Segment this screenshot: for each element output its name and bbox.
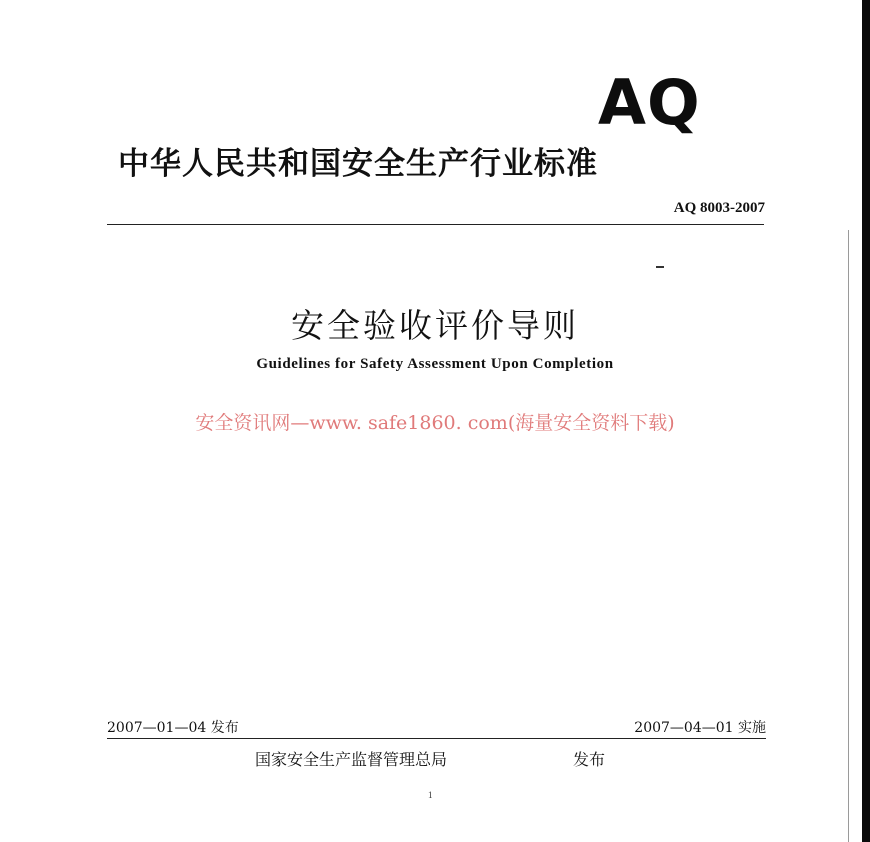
scan-speck — [656, 266, 664, 268]
effective-date: 2007—04—01 实施 — [634, 720, 766, 736]
footer-divider — [107, 738, 766, 739]
header-divider — [107, 224, 764, 225]
std-number: AQ 8003-2007 — [673, 200, 765, 216]
scan-edge-line — [848, 230, 849, 842]
issue-date: 2007—01—04 发布 — [107, 720, 239, 736]
document-title-en: Guidelines for Safety Assessment Upon Completion — [256, 356, 614, 372]
issuer-action: 发布 — [573, 750, 606, 769]
issuer-name: 国家安全生产监督管理总局 — [255, 750, 448, 769]
document-title-cn: 安全验收评价导则 — [291, 306, 579, 345]
scan-border-bar — [862, 0, 870, 842]
std-code-logo: AQ — [598, 66, 701, 139]
page-number: 1 — [428, 790, 433, 800]
std-category-title: 中华人民共和国安全生产行业标准 — [118, 146, 598, 182]
watermark-link: 安全资讯网—www. safe1860. com(海量安全资料下载) — [195, 412, 675, 434]
